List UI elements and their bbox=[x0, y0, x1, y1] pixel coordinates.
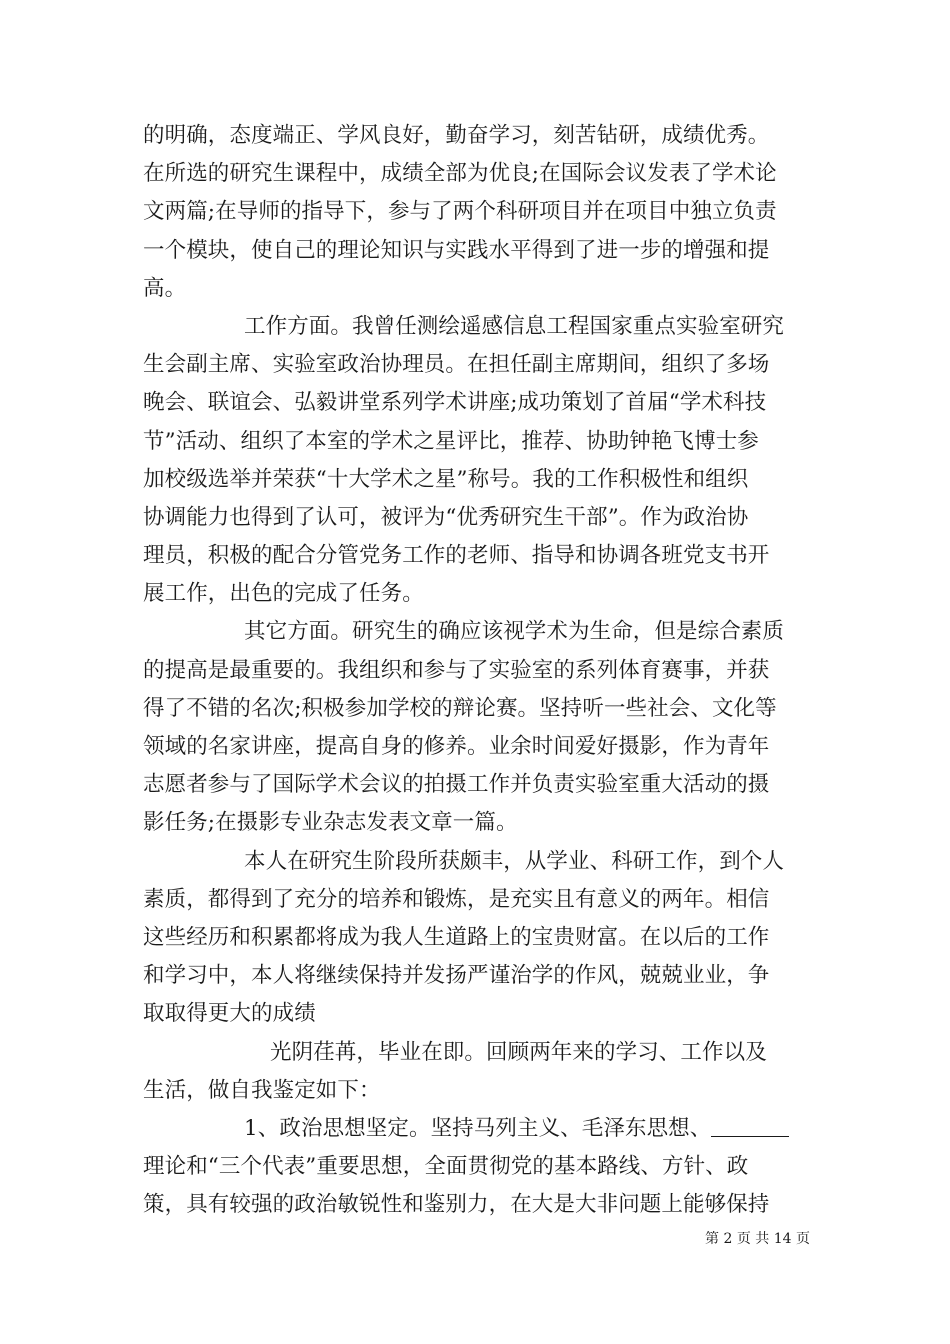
text-line bbox=[143, 766, 808, 804]
text-line bbox=[143, 690, 808, 728]
fill-in-blank bbox=[711, 1114, 789, 1137]
text-line bbox=[143, 1072, 808, 1110]
line-text: 素质，都得到了充分的培养和锻炼，是充实且有意义的两年。相信 bbox=[143, 886, 770, 912]
line-text: 工作方面。我曾任测绘遥感信息工程国家重点实验室研究 bbox=[244, 313, 785, 339]
text-line bbox=[143, 1148, 808, 1186]
line-text: 协调能力也得到了认可，被评为“优秀研究生干部”。作为政治协 bbox=[143, 504, 749, 530]
text-line bbox=[143, 308, 808, 346]
line-text: 策，具有较强的政治敏锐性和鉴别力，在大是大非问题上能够保持 bbox=[143, 1192, 770, 1218]
text-line bbox=[143, 995, 808, 1033]
text-line bbox=[143, 270, 808, 308]
text-line bbox=[143, 193, 808, 231]
line-text: 的明确，态度端正、学风良好，勤奋学习，刻苦钻研，成绩优秀。 bbox=[143, 123, 770, 148]
line-text: 这些经历和积累都将成为我人生道路上的宝贵财富。在以后的工作 bbox=[143, 924, 770, 950]
text-line bbox=[143, 575, 808, 613]
line-text: 展工作，出色的完成了任务。 bbox=[143, 581, 424, 607]
line-text: 和学习中，本人将继续保持并发扬严谨治学的作风，兢兢业业，争 bbox=[143, 963, 770, 989]
text-line bbox=[143, 537, 808, 575]
text-line bbox=[143, 843, 808, 881]
line-text: 文两篇;在导师的指导下，参与了两个科研项目并在项目中独立负责 bbox=[143, 199, 777, 225]
text-line bbox=[143, 728, 808, 766]
text-line bbox=[143, 881, 808, 919]
text-line bbox=[143, 155, 808, 193]
text-line bbox=[143, 499, 808, 537]
text-line bbox=[143, 957, 808, 995]
text-line bbox=[143, 1186, 808, 1224]
text-line bbox=[143, 117, 808, 155]
text-line bbox=[143, 384, 808, 422]
line-text: 生活，做自我鉴定如下： bbox=[143, 1077, 381, 1103]
text-line bbox=[143, 232, 808, 270]
text-line bbox=[143, 346, 808, 384]
line-text: 领域的名家讲座，提高自身的修养。业余时间爱好摄影，作为青年 bbox=[143, 734, 770, 759]
text-line bbox=[143, 613, 808, 651]
line-text: 取取得更大的成绩 bbox=[143, 1001, 316, 1027]
line-text: 节”活动、组织了本室的学术之星评比，推荐、协助钟艳飞博士参 bbox=[143, 428, 759, 454]
text-line bbox=[143, 919, 808, 957]
text-line bbox=[143, 804, 808, 842]
text-line bbox=[143, 461, 808, 499]
line-text: 高。 bbox=[143, 275, 187, 301]
line-text: 得了不错的名次;积极参加学校的辩论赛。坚持听一些社会、文化等 bbox=[143, 695, 777, 721]
document-body bbox=[143, 117, 808, 1224]
line-text: 本人在研究生阶段所获颇丰，从学业、科研工作，到个人 bbox=[244, 848, 785, 874]
line-text: 影任务;在摄影专业杂志发表文章一篇。 bbox=[143, 810, 518, 836]
line-text: 生会副主席、实验室政治协理员。在担任副主席期间，组织了多场 bbox=[143, 352, 770, 378]
line-text: 的提高是最重要的。我组织和参与了实验室的系列体育赛事，并获 bbox=[143, 657, 770, 683]
line-text: 理员，积极的配合分管党务工作的老师、指导和协调各班党支书开 bbox=[143, 543, 770, 569]
line-text: 其它方面。研究生的确应该视学术为生命，但是综合素质 bbox=[244, 619, 785, 645]
line-text: 1、政治思想坚定。坚持马列主义、毛泽东思想、 bbox=[244, 1115, 712, 1141]
text-line bbox=[143, 652, 808, 690]
line-text: 理论和“三个代表”重要思想，全面贯彻党的基本路线、方针、政 bbox=[143, 1154, 749, 1180]
line-text: 一个模块，使自己的理论知识与实践水平得到了进一步的增强和提 bbox=[143, 237, 770, 263]
page-number: 第 2 页 共 14 页 bbox=[705, 1231, 810, 1247]
text-line bbox=[143, 423, 808, 461]
line-text: 在所选的研究生课程中，成绩全部为优良;在国际会议发表了学术论 bbox=[143, 161, 777, 187]
text-line bbox=[143, 1110, 808, 1148]
line-text: 志愿者参与了国际学术会议的拍摄工作并负责实验室重大活动的摄 bbox=[143, 772, 770, 798]
text-line bbox=[143, 1034, 808, 1072]
line-text: 光阴荏苒，毕业在即。回顾两年来的学习、工作以及 bbox=[270, 1039, 767, 1065]
line-text: 晚会、联谊会、弘毅讲堂系列学术讲座;成功策划了首届“学术科技 bbox=[143, 390, 767, 416]
line-text: 加校级选举并荣获“十大学术之星”称号。我的工作积极性和组织 bbox=[143, 466, 749, 492]
